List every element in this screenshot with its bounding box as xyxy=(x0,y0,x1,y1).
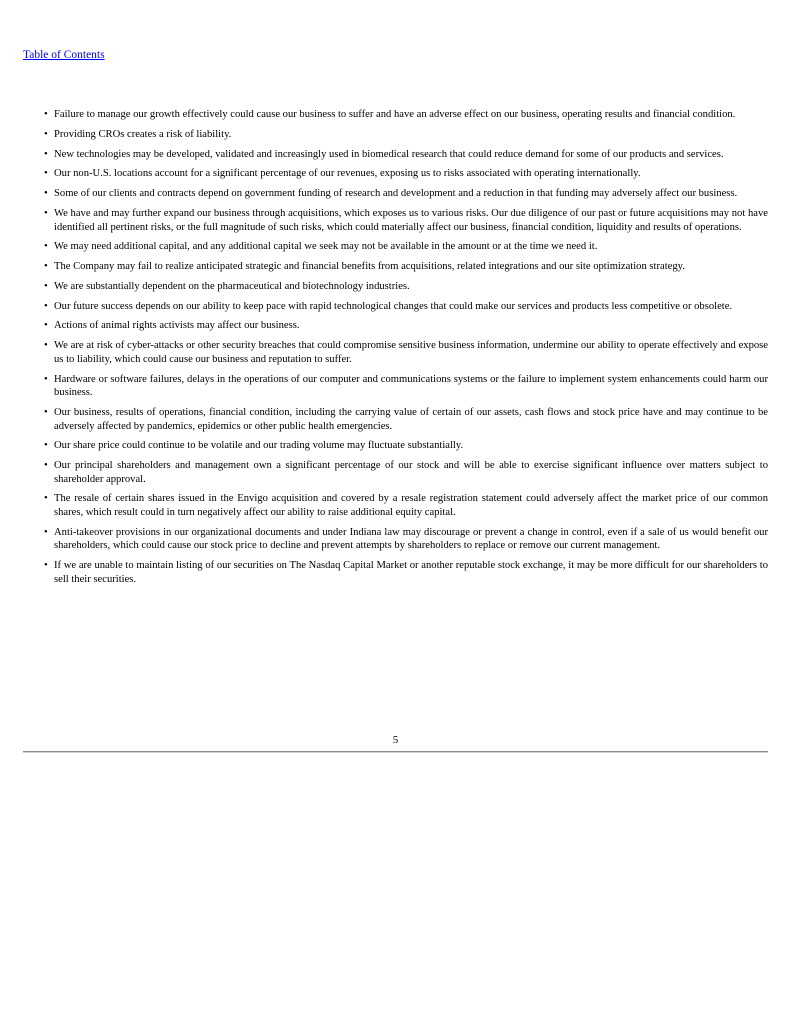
risk-factor-text: Our future success depends on our ability to keep pace with rapid technological changes that could make our services and products less competitive or obsolete. xyxy=(54,300,733,312)
risk-factor-list xyxy=(40,108,768,593)
risk-factor-item xyxy=(40,373,768,400)
bullet-icon: • xyxy=(44,207,48,219)
risk-factor-text: Our business, results of operations, financial condition, including the carrying value of certain of our assets, cash flows and stock price have and may continue to be adversely affected by pandemics, epidemics or other public health emergencies. xyxy=(54,406,768,432)
risk-factor-item xyxy=(40,108,768,122)
risk-factor-text: Anti-takeover provisions in our organizational documents and under Indiana law may discourage or prevent a change in control, even if a sale of us would benefit our shareholders, which could cause our stock price to decline and prevent attempts by shareholders to replace or remove our current management. xyxy=(54,526,768,552)
bullet-icon: • xyxy=(44,440,48,452)
bullet-icon: • xyxy=(44,373,48,385)
risk-factor-text: We are at risk of cyber-attacks or other security breaches that could compromise sensitive business information, undermine our ability to operate effectively and expose us to liability, which could cause our business and reputation to suffer. xyxy=(54,340,768,365)
risk-factor-item xyxy=(40,260,768,274)
risk-factor-item xyxy=(40,492,768,519)
bullet-icon: • xyxy=(44,188,48,200)
table-of-contents-link[interactable]: Table of Contents xyxy=(23,49,105,61)
risk-factor-item xyxy=(40,339,768,366)
bullet-icon: • xyxy=(44,340,48,352)
risk-factor-text: The resale of certain shares issued in the Envigo acquisition and covered by a resale registration statement could adversely affect the market price of our common shares, which result could in turn negatively affect our ability to raise additional equity capital. xyxy=(54,493,768,519)
risk-factor-item xyxy=(40,559,768,586)
risk-factor-item xyxy=(40,240,768,254)
bullet-icon: • xyxy=(44,460,48,472)
bullet-icon: • xyxy=(44,168,48,180)
risk-factor-item xyxy=(40,187,768,201)
risk-factor-text: Actions of animal rights activists may affect our business. xyxy=(54,320,300,332)
risk-factor-text: Hardware or software failures, delays in the operations of our computer and communications systems or the failure to implement system enhancements could harm our business. xyxy=(54,373,768,399)
risk-factor-text: Providing CROs creates a risk of liability. xyxy=(54,128,232,140)
risk-factor-item xyxy=(40,406,768,433)
risk-factor-text: The Company may fail to realize anticipated strategic and financial benefits from acquisitions, related integrations and our site optimization strategy. xyxy=(54,261,685,273)
risk-factor-item xyxy=(40,459,768,486)
bullet-icon: • xyxy=(44,280,48,292)
risk-factor-text: We are substantially dependent on the pharmaceutical and biotechnology industries. xyxy=(54,280,410,292)
bullet-icon: • xyxy=(44,300,48,312)
risk-factor-item xyxy=(40,148,768,162)
bullet-icon: • xyxy=(44,406,48,418)
bullet-icon: • xyxy=(44,128,48,140)
risk-factor-text: Our principal shareholders and management own a significant percentage of our stock and will be able to exercise significant influence over matters subject to shareholder approval. xyxy=(54,460,768,485)
risk-factor-text: If we are unable to maintain listing of our securities on The Nasdaq Capital Market or another reputable stock exchange, it may be more difficult for our shareholders to sell their securities. xyxy=(54,560,768,585)
bullet-icon: • xyxy=(44,241,48,253)
bullet-icon: • xyxy=(44,109,48,120)
risk-factor-item xyxy=(40,300,768,314)
risk-factor-item xyxy=(40,207,768,234)
risk-factor-text: We have and may further expand our business through acquisitions, which exposes us to various risks. Our due diligence of our past or future acquisitions may not have identified all pertinent risks, or the full magnitude of such risks, which could materially affect our business, financial condition, liquidity and results of operations. xyxy=(54,207,768,233)
risk-factor-text: Our non-U.S. locations account for a significant percentage of our revenues, exposing us to risks associated with operating internationally. xyxy=(54,168,641,180)
bullet-icon: • xyxy=(44,560,48,572)
bullet-icon: • xyxy=(44,148,48,160)
page-number: 5 xyxy=(392,734,399,746)
risk-factor-item xyxy=(40,439,768,453)
risk-factor-item xyxy=(40,280,768,294)
page-divider xyxy=(23,751,768,753)
risk-factor-item xyxy=(40,319,768,333)
bullet-icon: • xyxy=(44,526,48,538)
risk-factor-item xyxy=(40,128,768,142)
risk-factor-text: Our share price could continue to be volatile and our trading volume may fluctuate substantially. xyxy=(54,440,464,452)
risk-factor-item xyxy=(40,526,768,553)
risk-factor-text: Failure to manage our growth effectively could cause our business to suffer and have an adverse effect on our business, operating results and financial condition. xyxy=(54,109,736,120)
bullet-icon: • xyxy=(44,493,48,505)
risk-factor-text: Some of our clients and contracts depend on government funding of research and development and a reduction in that funding may adversely affect our business. xyxy=(54,188,738,200)
risk-factor-text: We may need additional capital, and any additional capital we seek may not be available in the amount or at the time we need it. xyxy=(54,241,598,253)
bullet-icon: • xyxy=(44,261,48,273)
bullet-icon: • xyxy=(44,320,48,332)
risk-factor-text: New technologies may be developed, validated and increasingly used in biomedical research that could reduce demand for some of our products and services. xyxy=(54,148,724,160)
risk-factor-item xyxy=(40,167,768,181)
